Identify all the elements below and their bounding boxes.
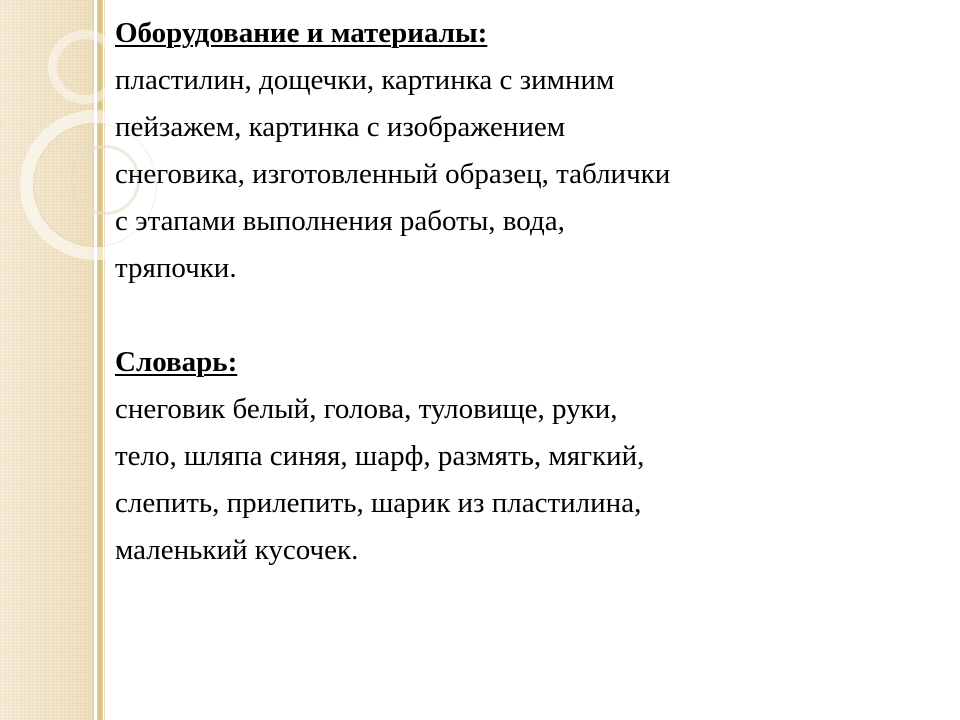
vocabulary-line: слепить, прилепить, шарик из пластилина, <box>115 487 642 519</box>
band-accent-stripe <box>97 0 103 720</box>
equipment-line: пластилин, дощечки, картинка с зимним <box>115 64 615 96</box>
paragraph-spacer <box>115 292 950 339</box>
band-divider-line <box>92 0 94 720</box>
vocabulary-line: маленький кусочек. <box>115 534 359 566</box>
vocabulary-line: снеговик белый, голова, туловище, руки, <box>115 393 618 425</box>
equipment-line: пейзажем, картинка с изображением <box>115 111 566 143</box>
decorative-ring-small <box>48 30 122 104</box>
vocabulary-heading: Словарь: <box>115 346 238 378</box>
slide-body <box>115 10 950 574</box>
equipment-heading: Оборудование и материалы: <box>115 17 488 49</box>
equipment-line: с этапами выполнения работы, вода, <box>115 205 565 237</box>
decorative-side-band <box>0 0 92 720</box>
equipment-text <box>115 57 950 292</box>
vocabulary-line: тело, шляпа синяя, шарф, размять, мягкий, <box>115 440 645 472</box>
band-edge-line <box>104 0 105 720</box>
vocabulary-text <box>115 386 950 574</box>
equipment-line: снеговика, изготовленный образец, таблички <box>115 158 671 190</box>
equipment-line: тряпочки. <box>115 252 237 284</box>
